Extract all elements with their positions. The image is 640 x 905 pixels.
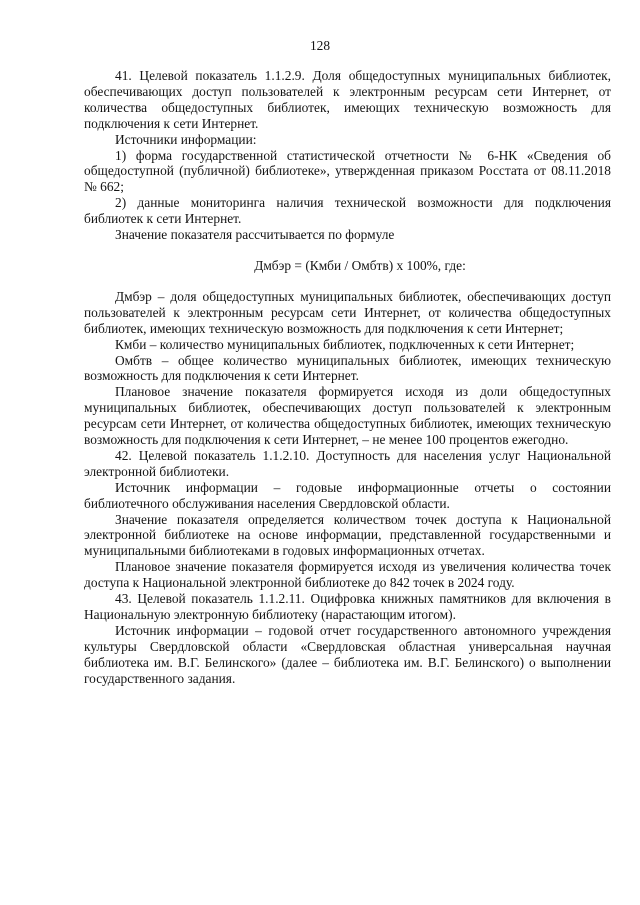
- paragraph-def-kmbi: Кмби – количество муниципальных библиотек, подключенных к сети Интернет;: [115, 336, 575, 352]
- paragraph-indicator-42: 42. Целевой показатель 1.1.2.10. Доступность для населения услуг Национальной электронной библиотеки.: [84, 447, 611, 479]
- document-body: [84, 68, 611, 687]
- paragraph-def-dmber: Дмбэр – доля общедоступных муниципальных библиотек, обеспечивающих доступ пользователей к электронным ресурсам сети Интернет, от количества общедоступных библиотек, имеющих техническую возможность для подключения к сети Интернет;: [84, 288, 611, 336]
- paragraph-planned-value-41: Плановое значение показателя формируется исходя из доли общедоступных муниципальных библиотек, обеспечивающих доступ пользователей к электронным ресурсам сети Интернет, от количества общедоступных библиотек, имеющих техническую возможность для подключения к сети Интернет, – не менее 100 процентов ежегодно.: [84, 384, 611, 448]
- paragraph-planned-value-42: Плановое значение показателя формируется исходя из увеличения количества точек доступа к Национальной электронной библиотеке до 842 точек в 2024 году.: [84, 559, 611, 591]
- paragraph-source-43: Источник информации – годовой отчет государственного автономного учреждения культуры Свердловской области «Свердловская областная универсальная научная библиотека им. В.Г. Белинского» (далее – библиотека им. В.Г. Белинского) о выполнении государственного задания.: [84, 622, 611, 686]
- paragraph-def-ombtv: Омбтв – общее количество муниципальных библиотек, имеющих техническую возможность для подключения к сети Интернет.: [84, 352, 611, 384]
- paragraph-source-2: 2) данные мониторинга наличия технической возможности для подключения библиотек к сети Интернет.: [84, 195, 611, 227]
- page-number: 128: [309, 38, 331, 53]
- paragraph-value-42: Значение показателя определяется количеством точек доступа к Национальной электронной библиотеке на основе информации, представленной государственными и муниципальными библиотеками в годовых информационных отчетах.: [84, 511, 611, 559]
- paragraph-formula-intro: Значение показателя рассчитывается по формуле: [115, 227, 395, 243]
- paragraph-sources-heading: Источники информации:: [115, 131, 257, 147]
- paragraph-indicator-43: 43. Целевой показатель 1.1.2.11. Оцифровка книжных памятников для включения в Национальную электронную библиотеку (нарастающим итогом).: [84, 591, 611, 622]
- paragraph-indicator-41: 41. Целевой показатель 1.1.2.9. Доля общедоступных муниципальных библиотек, обеспечивающих доступ пользователей к электронным ресурсам сети Интернет, от количества общедоступных библиотек, имеющих техническую возможность для подключения к сети Интернет.: [84, 68, 611, 131]
- paragraph-source-1: 1) форма государственной статистической отчетности № 6-НК «Сведения об общедоступной (публичной) библиотеке», утвержденная приказом Росстата от 08.11.2018 № 662;: [84, 147, 611, 195]
- formula: Дмбэр = (Кмби / Омбтв) x 100%, где:: [254, 257, 466, 273]
- paragraph-source-42: Источник информации – годовые информационные отчеты о состоянии библиотечного обслуживания населения Свердловской области.: [84, 479, 611, 511]
